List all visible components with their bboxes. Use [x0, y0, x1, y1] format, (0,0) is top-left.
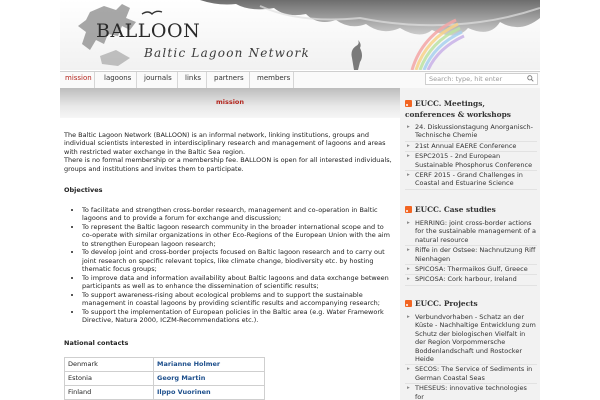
table-row — [65, 372, 265, 386]
nav-separator — [94, 72, 95, 88]
sidebar-block-title-case-studies[interactable] — [405, 204, 537, 215]
projects-list — [405, 313, 537, 400]
site-subtitle: Baltic Lagoon Network — [144, 46, 310, 60]
list-item: • To facilitate and strengthen cross-border research, management and co-operation in Baltic lagoons and to provide a forum for exchange and discussion; — [82, 206, 390, 223]
contact-person-link[interactable]: Georg Martin — [154, 372, 265, 386]
main-content — [60, 88, 400, 400]
contact-country: Estonia — [65, 372, 154, 386]
intro-paragraph: The Baltic Lagoon Network (BALLOON) is an informal network, linking institutions, groups and individual scientists interested in interdisciplinary research and management of lagoons and areas with restricted water exchange in the Baltic Sea region. — [64, 131, 386, 156]
intro-text — [64, 131, 394, 173]
nav-separator — [293, 72, 294, 88]
contact-country: Finland — [65, 386, 154, 400]
intro-paragraph: There is no formal membership or a membership fee. BALLOON is open for all interested individuals, groups and institutions and invites them to participate. — [64, 156, 392, 173]
list-item: • To support awareness-rising about ecological problems and to support the sustainable management in coastal lagoons by providing scientific results and accompanying research; — [82, 291, 390, 308]
objectives-heading: Objectives — [64, 186, 103, 194]
nav-separator — [206, 72, 207, 88]
list-item[interactable]: ▸ CERF 2015 - Grand Challenges in Coastal and Estuarine Science — [405, 171, 537, 190]
sidebar — [400, 88, 540, 400]
list-item: • To develop joint and cross-border projects focused on Baltic lagoon research and to carry out joint research on specific relevant topics, like climate change, biodiversity etc. by hosting thematic focus groups; — [82, 248, 390, 273]
page-title: mission — [215, 98, 245, 106]
contact-person-link[interactable]: Marianne Holmer — [154, 358, 265, 372]
nav-item-mission[interactable]: mission — [65, 74, 92, 82]
contacts-table — [64, 357, 265, 400]
list-item[interactable]: ▸ Riffe in der Ostsee: Nachnutzung Riff Nienhagen — [405, 246, 537, 265]
list-item[interactable]: ▸ Verbundvorhaben - Schatz an der Küste - Nachhaltige Entwicklung zum Schutz der biologischen Vielfalt in der Region Vorpommersche Boddenlandschaft und Rostocker Heide — [405, 313, 537, 365]
nav-item-partners[interactable]: partners — [214, 74, 244, 82]
case-studies-list — [405, 219, 537, 286]
rss-icon[interactable] — [405, 206, 412, 213]
rss-icon[interactable] — [405, 100, 412, 107]
nav-item-journals[interactable]: journals — [144, 74, 172, 82]
list-item[interactable]: ▸ SPICOSA: Cork harbour, Ireland — [405, 275, 537, 285]
nav-item-members[interactable]: members — [257, 74, 291, 82]
list-item[interactable]: ▸ 21st Annual EAERE Conference — [405, 142, 537, 152]
sidebar-block-title-meetings[interactable] — [405, 98, 537, 120]
search-icon[interactable] — [527, 75, 534, 82]
table-row — [65, 386, 265, 400]
nav-separator — [136, 72, 137, 88]
meetings-list — [405, 123, 537, 190]
nav-item-links[interactable]: links — [185, 74, 202, 82]
list-item[interactable]: ▸ THESEUS: innovative technologies for — [405, 384, 537, 400]
rss-icon[interactable] — [405, 300, 412, 307]
block-title-text[interactable]: EUCC. Projects — [415, 299, 478, 308]
objectives-list — [64, 206, 390, 325]
contact-country: Denmark — [65, 358, 154, 372]
site-header — [60, 0, 540, 70]
list-item[interactable]: ▸ HERRING: joint cross-border actions for the sustainable management of a natural resource — [405, 219, 537, 246]
list-item[interactable]: ▸ SPICOSA: Thermaikos Gulf, Greece — [405, 265, 537, 275]
block-title-text[interactable]: EUCC. Case studies — [415, 205, 496, 214]
list-item[interactable]: ▸ SECOS: The Service of Sediments in German Coastal Seas — [405, 365, 537, 384]
list-item: • To represent the Baltic lagoon research community in the broader international scope and to co-operate with similar organizations in other Eco-Regions of the European Union with the aim to strengthen European lagoon research; — [82, 223, 390, 248]
list-item: • To support the implementation of European policies in the Baltic area (e.g. Water Framework Directive, Natura 2000, ICZM-Recommendations etc.). — [82, 308, 390, 325]
sidebar-block-title-projects[interactable] — [405, 298, 537, 309]
table-row — [65, 358, 265, 372]
nav-item-lagoons[interactable]: lagoons — [104, 74, 132, 82]
block-title-text[interactable]: EUCC. Meetings, conferences & workshops — [405, 99, 511, 119]
contacts-heading: National contacts — [64, 339, 129, 347]
search-input[interactable] — [425, 73, 538, 85]
list-item[interactable]: ▸ ESPC2015 - 2nd European Sustainable Phosphorus Conference — [405, 152, 537, 171]
nav-separator — [177, 72, 178, 88]
site-title[interactable]: BALLOON — [96, 20, 201, 42]
contact-person-link[interactable]: Ilppo Vuorinen — [154, 386, 265, 400]
list-item[interactable]: ▸ 24. Diskussionstagung Anorganisch-Technische Chemie — [405, 123, 537, 142]
list-item: • To improve data and information availability about Baltic lagoons and data exchange between participants as well as to enhance the dissemination of scientific results; — [82, 274, 390, 291]
main-nav — [60, 71, 540, 89]
nav-separator — [249, 72, 250, 88]
